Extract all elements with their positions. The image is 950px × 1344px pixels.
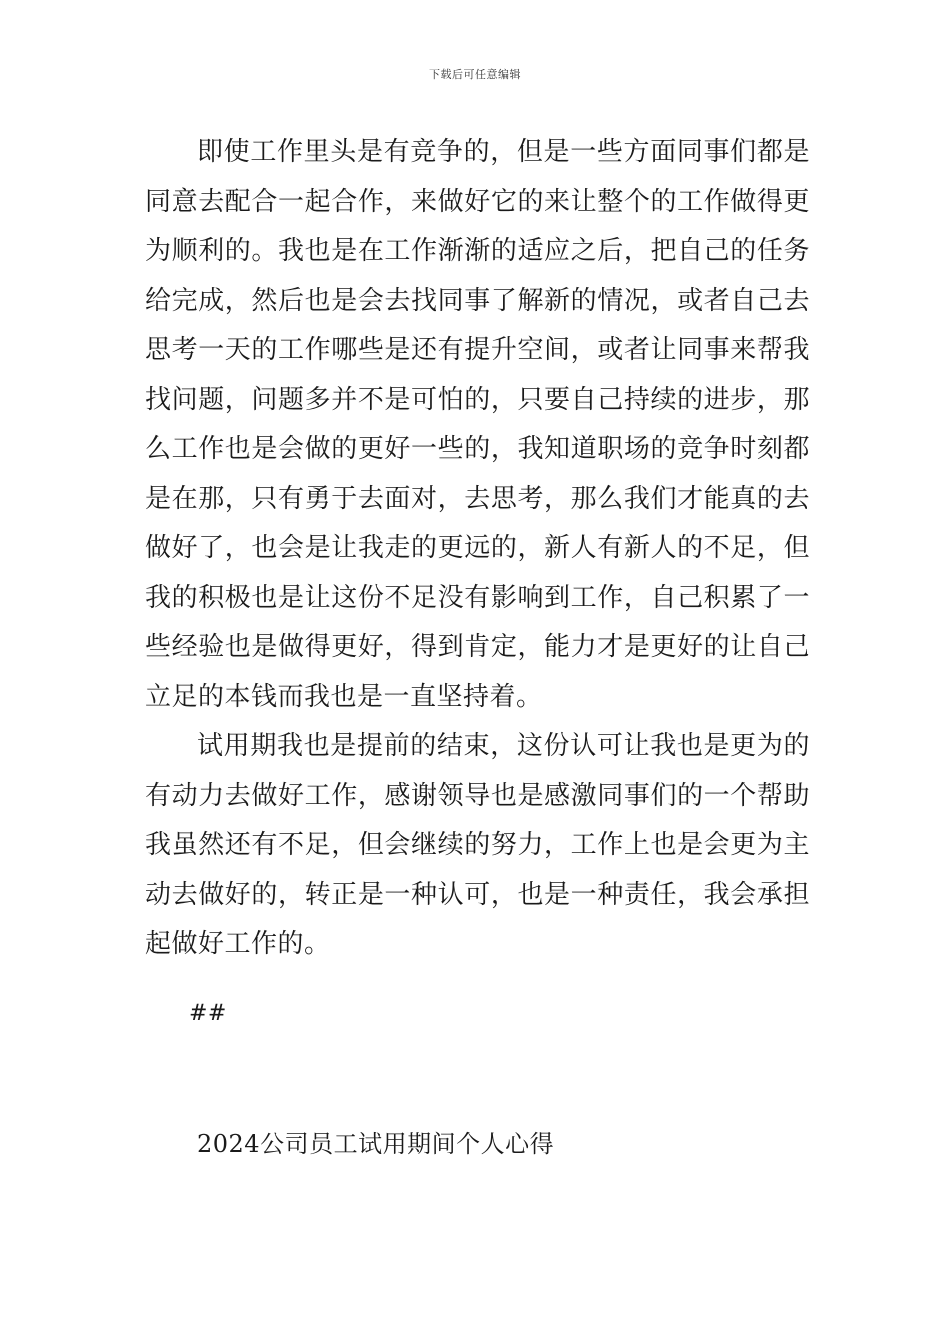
body-text <box>145 128 810 1034</box>
next-article-title: 2024公司员工试用期间个人心得 <box>197 1130 555 1158</box>
header-note: 下载后可任意编辑 <box>429 68 521 81</box>
paragraph-1: 即使工作里头是有竞争的，但是一些方面同事们都是同意去配合一起合作，来做好它的来让整个的工作做得更为顺利的。我也是在工作渐渐的适应之后，把自己的任务给完成，然后也是会去找同事了解新的情况，或者自己去思考一天的工作哪些是还有提升空间，或者让同事来帮我找问题，问题多并不是可怕的，只要自己持续的进步，那么工作也是会做的更好一些的，我知道职场的竞争时刻都是在那，只有勇于去面对，去思考，那么我们才能真的去做好了，也会是让我走的更远的，新人有新人的不足，但我的积极也是让这份不足没有影响到工作，自己积累了一些经验也是做得更好，得到肯定，能力才是更好的让自己立足的本钱而我也是一直坚持着。 <box>145 137 810 712</box>
section-marker: ## <box>189 1000 227 1026</box>
paragraph-2: 试用期我也是提前的结束，这份认可让我也是更为的有动力去做好工作，感谢领导也是感激同事们的一个帮助我虽然还有不足，但会继续的努力，工作上也是会更为主动去做好的，转正是一种认可，也是一种责任，我会承担起做好工作的。 <box>145 731 810 959</box>
